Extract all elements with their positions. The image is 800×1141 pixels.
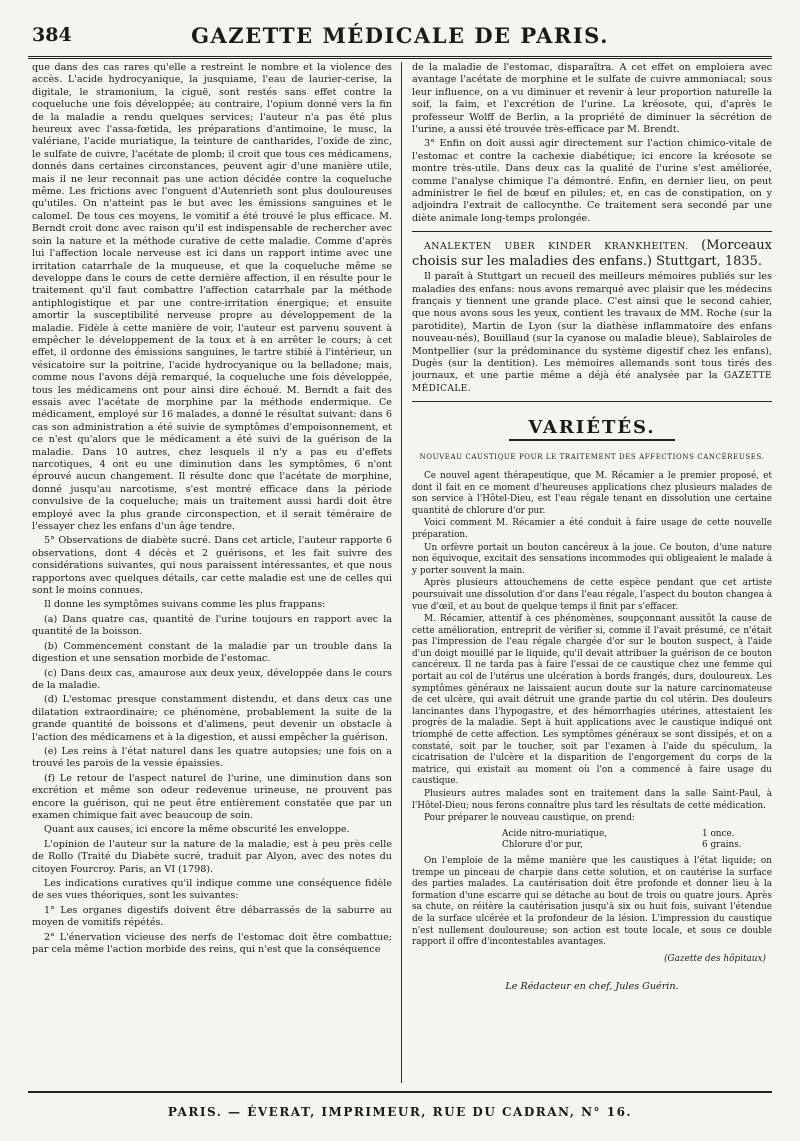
paragraph: 1° Les organes digestifs doivent être débarrassés de la saburre au moyen de vomitifs répétés. — [32, 904, 392, 929]
analekten-title: ANALEKTEN UBER KINDER KRANKHEITEN. — [424, 241, 689, 253]
analekten-paragraph — [412, 271, 772, 395]
redacteur-line: Le Rédacteur en chef, Jules Guérin. — [505, 981, 679, 993]
paragraph: On l'emploie de la même manière que les caustiques à l'état liquide; on trempe un pinceau de charpie dans cette solution, et on cautérise la surface des parties malades. La cautérisation doit être profonde et donner lieu à la formation d'une escarre qui se détache au bout de trois ou quatre jours. Après sa chute, on réitère la cautérisation jusqu'à six ou huit fois, suivant l'étendue de la surface ulcérée et la profondeur de la lésion. L'impression du caustique n'est nullement douloureuse; son action est toute locale, et sous ce double rapport il offre d'incontestables avantages. — [412, 855, 772, 948]
paragraph: Voici comment M. Récamier a été conduit à faire usage de cette nouvelle préparation. — [412, 518, 772, 540]
paragraph: Les indications curatives qu'il indique comme une conséquence fidèle de ses vues théoriques, sont les suivantes: — [32, 878, 392, 902]
printer-footer: PARIS. — ÉVERAT, IMPRIMEUR, RUE DU CADRAN, N° 16. — [167, 1105, 633, 1119]
paragraph: de la maladie de l'estomac, disparaîtra. A cet effet on emploiera avec avantage l'acétate de morphine et le sulfate de cuivre ammoniacal; sous leur influence, on a vu diminuer et revenir à leur proportion naturelle la soif, la faim, et l'excrétion de l'urine. La kréosote, qui, d'après le professeur Wolff de Berlin, a la propriété de diminuer la sécrétion de l'urine, a aussi été trouvée très-efficace par M. Brendt. — [412, 62, 772, 136]
paragraph: (b) Commencement constant de la maladie par un trouble dans la digestion et une sensation morbide de l'estomac. — [32, 640, 392, 665]
varietes-rule — [509, 439, 675, 441]
paragraph: Pour préparer le nouveau caustique, on prend: — [424, 813, 635, 824]
footer-rule — [28, 1091, 772, 1093]
recipe-item: Acide nitro-muriatique, — [502, 828, 608, 839]
page-number: 384 — [32, 24, 72, 46]
paragraph: Après plusieurs attouchemens de cette espèce pendant que cet artiste poursuivait une dissolution d'or dans l'eau régale, l'aspect du bouton changea à vue d'œil, et au bout de quelque temps il finit par s'effacer. — [412, 578, 772, 612]
analekten-gazette: GAZETTE MÉDICALE. — [412, 371, 772, 394]
paragraph: Un orfèvre portait un bouton cancéreux à la joue. Ce bouton, d'une nature non équivoque, excitait des sensations incommodes qui obligeaient le malade à y porter souvent la main. — [412, 542, 772, 576]
source-citation: (Gazette des hôpitaux) — [664, 953, 766, 964]
paragraph: (e) Les reins à l'état naturel dans les quatre autopsies; une fois on a trouvé les parois de la vessie épaissies. — [32, 745, 392, 770]
paragraph: L'opinion de l'auteur sur la nature de la maladie, est à peu près celle de Rollo (Traité du Diabète sucré, traduit par Alyon, avec des notes du citoyen Fourcroy. Paris, an VI (1798). — [32, 838, 392, 875]
paragraph: 3° Enfin on doit aussi agir directement sur l'action chimico-vitale de l'estomac et contre la cachexie diabétique; ici encore la kréosote se montre très-utile. Dans deux cas la qualité de l'urine s'est améliorée, comme l'analyse chimique l'a démontré. Enfin, en dernier lieu, on peut administrer le fiel de bœuf en pilules; et, en cas de constipation, on y adjoindra l'extrait de callocynthe. Ce traitement sera secondé par une diète animale long-temps prolongée. — [412, 138, 772, 224]
paragraph: que dans des cas rares qu'elle a restreint le nombre et la violence des accès. L'acide hydrocyanique, la jusquiame, l'eau de laurier-cerise, la digitale, le stramonium, la ciguë, sont restés sans effet contre la coqueluche une fois développée; au contraire, l'opium donné vers la fin de la maladie a rendu quelques services; l'auteur n'a pas été plus heureux avec l'assa-fœtida, les préparations d'antimoine, le musc, la valériane, l'acide muriatique, la teinture de cantharides, l'oxide de zinc, le sulfate de cuivre, l'acétate de plomb; il croit que tous ces médicamens, donnés dans certaines circonstances, peuvent agir d'une manière utile, mais il ne leur reconnait pas une action décidée contre la coqueluche même. Les frictions avec l'onguent d'Autenrieth sont plus douloureuses qu'utiles. On n'atteint pas le but avec les émissions sanguines et le calomel. De tous ces moyens, le vomitif a été trouvé le plus efficace. M. Berndt croit donc avec raison qu'il est indispensable de rechercher avec soin la nature et la méthode curative de cette maladie. Comme d'après lui l'affection locale nerveuse est ici dans un rapport intime avec une irritation catarrhale de la muqueuse, et que la coqueluche même se developpe dans le cours de cette dernière affection, il en résulte pour le traitement qu'il faut combattre l'affection catarrhale par la méthode antiphlogistique et par une contre-irritation énergique; et ensuite amortir la susceptibilité nerveuse propre au développement de la maladie. Fidèle à cette manière de voir, l'auteur est parvenu souvent à empêcher le développement de la toux et à en arrêter le cours; à cet effet, il ordonne des émissions sanguines, le tartre stibié à l'intérieur, un vésicatoire sur la poitrine, l'acide hydrocyanique ou la belladone; mais, comme nous l'avons déjà remarqué, la coqueluche une fois développée, tous les médicamens ont pour ainsi dire échoué. M. Berndt a fait des essais avec l'acétate de morphine par la méthode endermique. Ce médicament, employé sur 16 malades, a donné le résultat suivant: dans 6 cas son administration a été suivie de symptômes d'empoisonnement, et ce n'est qu'alors que le médicament a été suivi de la guérison de la maladie. Dans 10 autres, chez lesquels il n'y a pas eu d'effets narcotiques, 4 ont eu une diminution dans les symptômes, 6 n'ont éprouvé aucun changement. Il résulte donc que l'acétate de morphine, donné jusqu'au narcotisme, s'est montré efficace dans la période convulsive de la coqueluche; mais un traitement aussi hardi doit être employé avec la plus grande circonspection, et il serait téméraire de l'essayer chez les enfans d'un âge tendre. — [32, 62, 392, 533]
recipe-qty: 1 once. — [702, 828, 735, 839]
page-header — [28, 18, 772, 52]
varietes-subheading: NOUVEAU CAUSTIQUE POUR LE TRAITEMENT DES AFFECTIONS CANCÉREUSES. — [419, 452, 765, 461]
varietes-heading: VARIÉTÉS. — [528, 417, 656, 439]
left-column — [32, 62, 392, 1083]
analekten-heading — [412, 238, 772, 269]
recipe-item: Chlorure d'or pur, — [502, 840, 583, 851]
varietes-after — [412, 856, 772, 949]
paragraph: M. Récamier, attentif à ces phénomènes, soupçonnant aussitôt la cause de cette amélioration, entreprit de vérifier si, comme il l'avait présumé, ce n'était pas l'impression de l'eau régale chargée d'or sur le bouton suspect, à l'aide d'un doigt mouillé par le liquide, qu'il devait attribuer la guérison de ce bouton cancéreux. Il ne tarda pas à faire l'essai de ce caustique chez une femme qui portait au col de l'utérus une ulcération à bords frangés, durs, douloureux. Les symptômes généraux ne laissaient aucun doute sur la nature carcinomateuse de cet ulcère, qui avait détruit une grande partie du col utérin. Des douleurs lancinantes dans l'hypogastre, et des hémorrhagies utérines, attestaient les progrès de la maladie. Sept à huit applications avec le caustique indiqué ont triomphé de cette affection. Les symptômes généraux se sont dissipés, et on a constaté, soit par le toucher, soit par l'examen à l'aide du spéculum, la cicatrisation de l'ulcère et la disparition de l'engorgement du corps de la matrice, qui existait au moment où l'on a commencé à faire usage du caustique. — [412, 614, 772, 787]
column-divider — [401, 62, 402, 1083]
recipe-table — [502, 829, 772, 852]
analekten-subtitle: (Morceaux choisis sur les maladies des enfans.) Stuttgart, 1835. — [412, 238, 772, 269]
right-column — [412, 62, 772, 1083]
section-rule — [412, 231, 772, 232]
paragraph: (d) L'estomac presque constamment distendu, et dans deux cas une dilatation extraordinaire; ce phénomène, probablement la suite de la grande quantité de boissons et d'alimens, peut devenir un obstacle à l'action des médicamens et à la digestion, et aussi empêcher la guérison. — [32, 694, 392, 743]
recipe-qty: 6 grains. — [702, 840, 742, 851]
paragraph: Plusieurs autres malades sont en traitement dans la salle Saint-Paul, à l'Hôtel-Dieu; nous ferons connaître plus tard les résultats de cette médication. — [412, 789, 772, 811]
paragraph: (a) Dans quatre cas, quantité de l'urine toujours en rapport avec la quantité de la boisson. — [32, 613, 392, 638]
section-rule — [412, 401, 772, 402]
paragraph: (c) Dans deux cas, amaurose aux deux yeux, développée dans le cours de la maladie. — [32, 667, 392, 691]
varietes-body — [412, 471, 772, 825]
paragraph: Il donne les symptômes suivans comme les plus frappans: — [44, 599, 326, 611]
paragraph: Ce nouvel agent thérapeutique, que M. Récamier a le premier proposé, et dont il fait en ce moment d'heureuses applications chez plusieurs malades de son service à l'Hôtel-Dieu, est l'eau régale tenant en dissolution une certaine quantité de chlorure d'or pur. — [412, 470, 772, 516]
paragraph: 5° Observations de diabète sucré. Dans cet article, l'auteur rapporte 6 observations, dont 4 décès et 2 guérisons, et les fait suivre des considérations suivantes, qui nous paraissent intéressantes, et que nous rapportons avec quelques détails, car cette maladie est une de celles qui sont le moins connues. — [32, 535, 392, 597]
paragraph: (f) Le retour de l'aspect naturel de l'urine, une diminution dans son excrétion et même son odeur redevenue urineuse, ne prouvent pas encore la guérison, qui ne peut être entièrement constatée que par un examen chimique fait avec beaucoup de soin. — [32, 772, 392, 821]
paragraph: Quant aux causes, ici encore la même obscurité les enveloppe. — [44, 824, 350, 836]
analekten-body: Il paraît à Stuttgart un recueil des meilleurs mémoires publiés sur les maladies des enfans: nous avons remarqué avec plaisir que les médecins français y tiennent une grande place. C'est ainsi que le second cahier, que nous avons sous les yeux, contient les travaux de MM. Roche (sur la parotidite), Martin de Lyon (sur la diathèse inflammatoire des enfans nouveau-nés), Bouillaud (sur la cyanose ou maladie bleue), Sablairoles de Montpellier (sur la prédominance du système digestif chez les enfans), Dugès (sur la dentition). Les mémoires allemands sont tous tirés des journaux, et une partie même a déjà été analysée par la — [412, 271, 772, 382]
paragraph: 2° L'énervation vicieuse des nerfs de l'estomac doit être combattue; par cela même l'action morbide des reins, qui n'est que la conséquence — [32, 931, 392, 956]
journal-title: GAZETTE MÉDICALE DE PARIS. — [191, 22, 609, 48]
